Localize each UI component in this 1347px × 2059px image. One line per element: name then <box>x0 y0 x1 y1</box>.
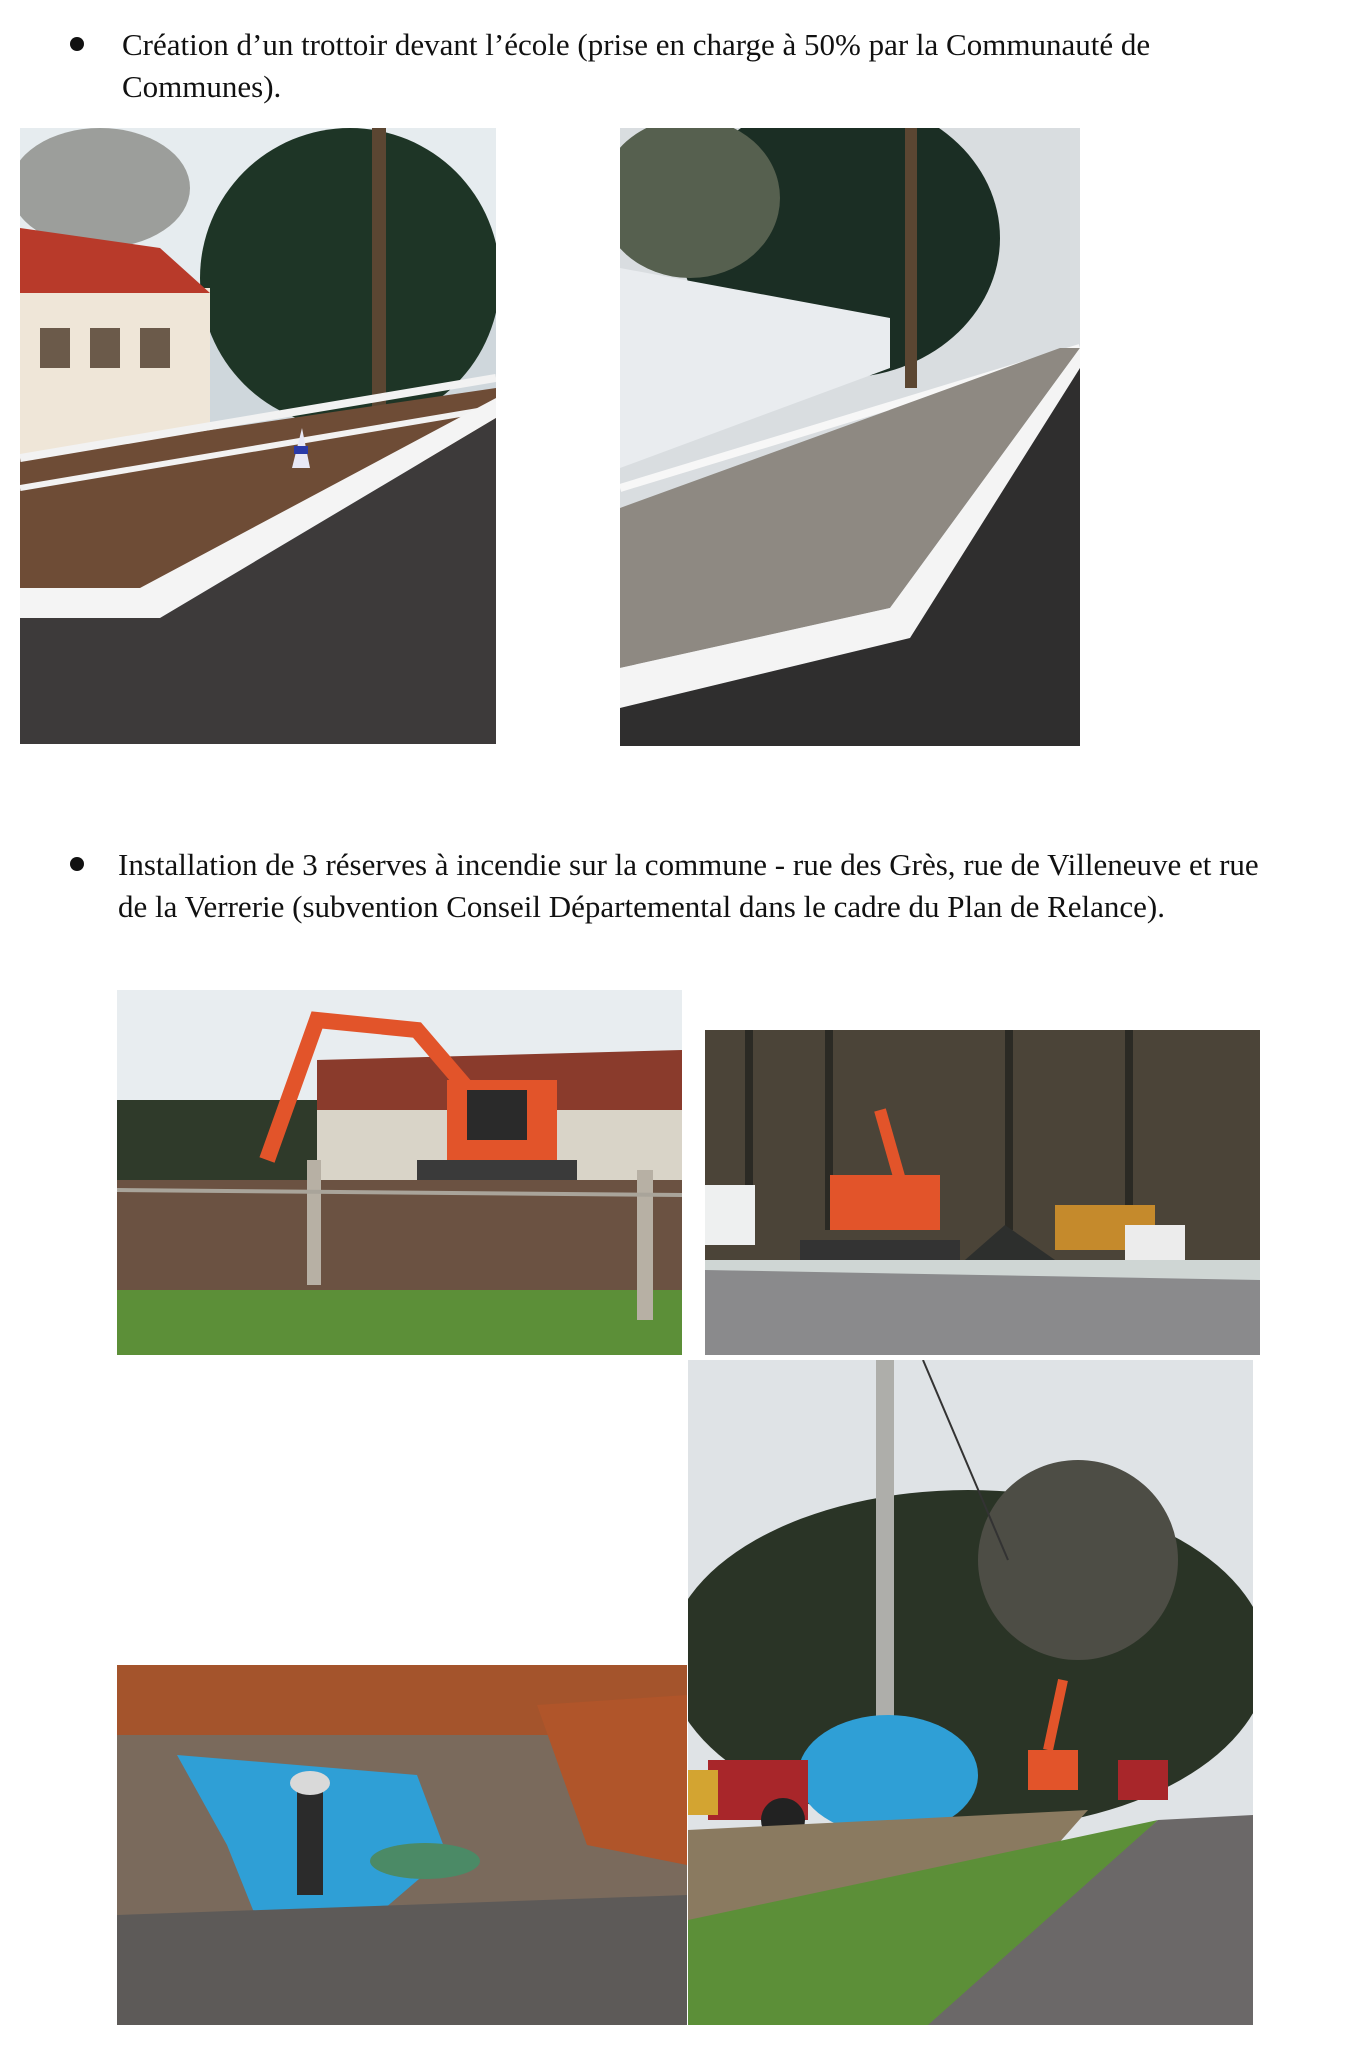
bullet-sidewalk <box>70 24 1250 108</box>
photo-excavator-road <box>705 1030 1260 1355</box>
photo-sidewalk-school <box>20 128 496 744</box>
sidewalk-text: Création d’un trottoir devant l’école (prise en charge à 50% par la Communauté de Communes). <box>122 27 1151 104</box>
fire-reserves-text: Installation de 3 réserves à incendie sur la commune - rue des Grès, rue de Villeneuve et rue de la Verrerie (subvention Conseil Départemental dans le cadre du Plan de Relance). <box>118 847 1259 924</box>
photo-sidewalk-wall <box>620 128 1080 746</box>
bullet-dot <box>70 857 84 871</box>
bullet-dot <box>70 37 84 51</box>
bullet-fire-reserves <box>70 844 1290 974</box>
photo-tank-pit <box>117 1665 687 2025</box>
photo-tank-road <box>688 1360 1253 2025</box>
photo-excavator-barn <box>117 990 682 1355</box>
